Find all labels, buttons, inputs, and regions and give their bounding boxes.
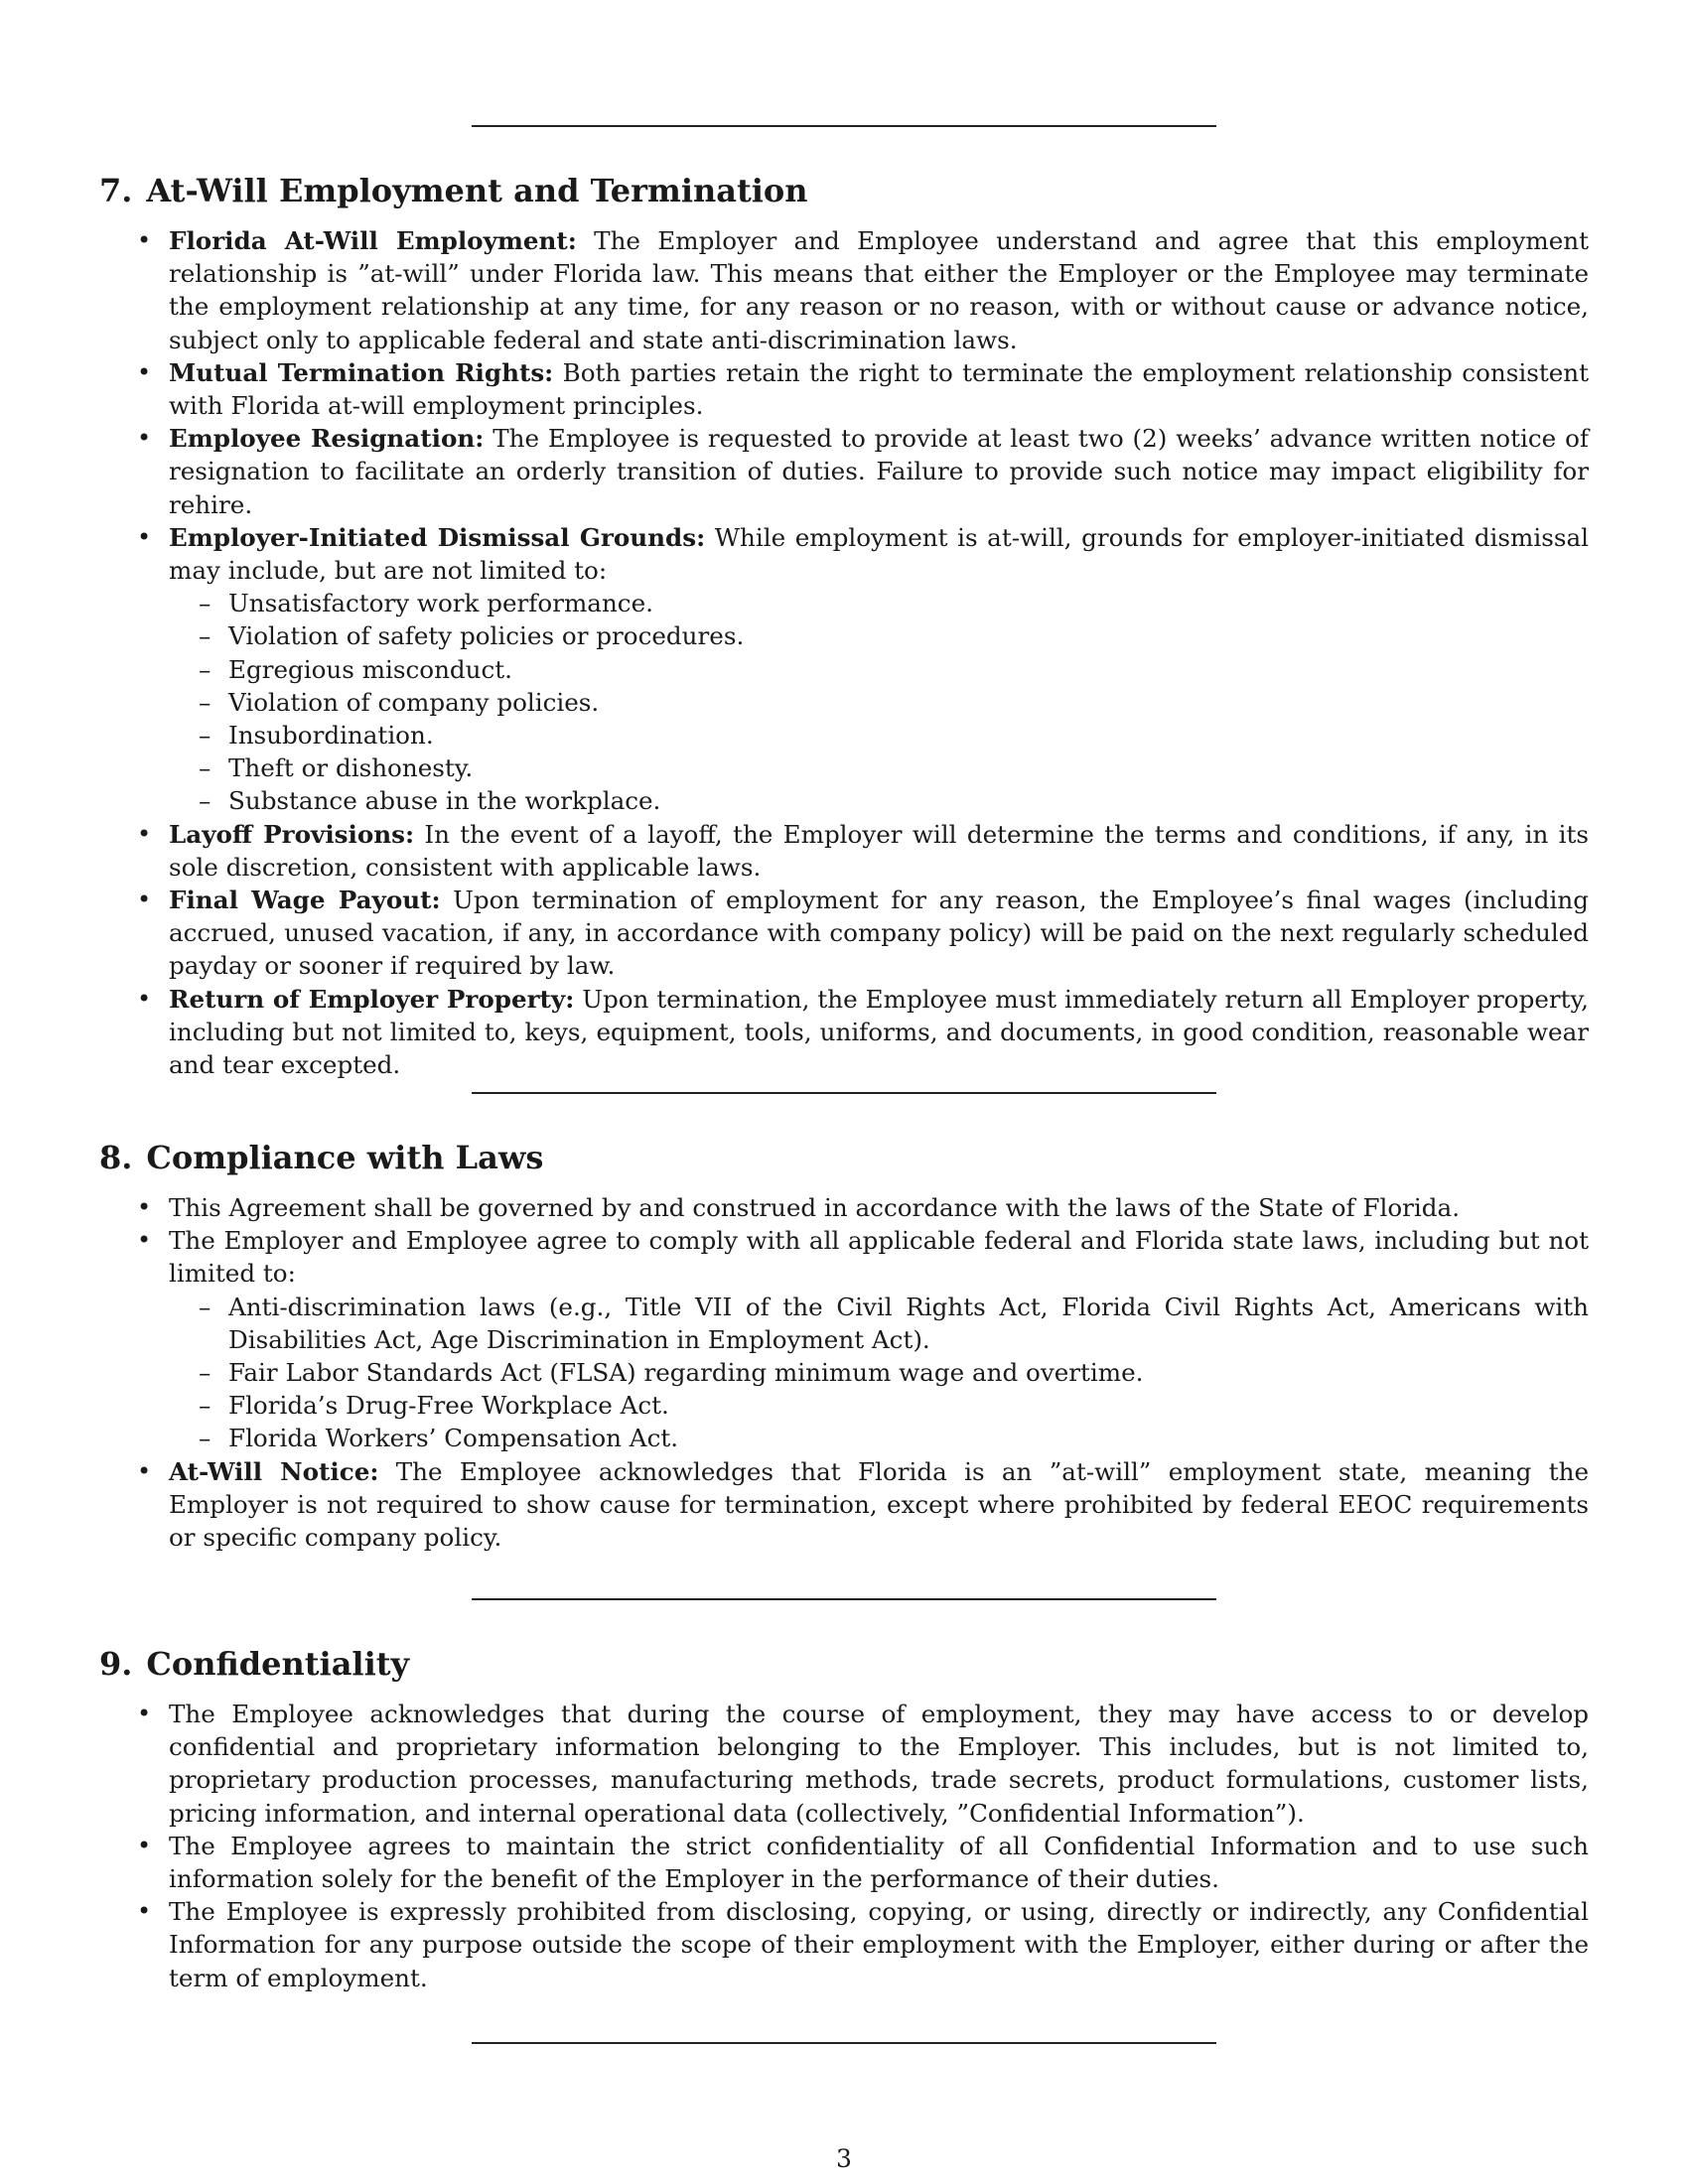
sub-list-item: – Violation of safety policies or procedures.: [169, 619, 1589, 652]
list-item: [99, 983, 1589, 1082]
sub-list-item: – Insubordination.: [169, 719, 1589, 751]
item-text: The Employer and Employee agree to comply with all applicable federal and Florida state laws, including but not limited to:: [169, 1226, 1589, 1289]
section-number: 8.: [99, 1139, 133, 1176]
section-heading: [99, 1644, 1589, 1684]
section-at-will-employment: [99, 171, 1589, 1081]
list-item: [99, 356, 1589, 422]
list-item: [99, 818, 1589, 884]
section-title: Compliance with Laws: [146, 1139, 544, 1176]
list-item: • The Employee acknowledges that during the course of employment, they may have access to or develop confidential and proprietary information belonging to the Employer. This includes, but is not limited to, proprietary production processes, manufacturing methods, trade secrets, product formulations, customer lists, pricing information, and internal operational data (collectively, ”Confidential Information”).: [99, 1698, 1589, 1830]
item-text: While employment is at-will, grounds for employer-initiated dismissal may include, but are not limited to:: [169, 522, 1590, 586]
section-item-list: [99, 224, 1589, 1081]
sub-list-item: – Unsatisfactory work performance.: [169, 587, 1589, 619]
sub-list: [169, 587, 1589, 817]
item-text: In the event of a layoff, the Employer will determine the terms and conditions, if any, in its sole discretion, consistent with applicable laws.: [169, 819, 1589, 882]
item-text: The Employee acknowledges that Florida is an ”at-will” employment state, meaning the Employer is not required to show cause for termination, except where prohibited by federal EEOC requirements or specific company policy.: [169, 1456, 1589, 1553]
page-number: 3: [836, 2144, 852, 2173]
section-divider: [472, 1092, 1216, 1094]
sub-list-item: – Florida Workers’ Compensation Act.: [169, 1422, 1589, 1454]
sub-list-item: – Egregious misconduct.: [169, 653, 1589, 686]
section-item-list: [99, 1191, 1589, 1554]
section-item-list: [99, 1698, 1589, 1994]
section-number: 9.: [99, 1645, 133, 1683]
item-label: Layoff Provisions:: [169, 819, 415, 849]
item-label: Employee Resignation:: [169, 424, 485, 454]
sub-list-item: – Violation of company policies.: [169, 686, 1589, 719]
item-text: Upon termination, the Employee must immediately return all Employer property, including but not limited to, keys, equipment, tools, uniforms, and documents, in good condition, reasonable wear and tear excepted.: [169, 984, 1589, 1080]
list-item: [99, 1455, 1589, 1555]
list-item: [99, 224, 1589, 356]
section-compliance-with-laws: [99, 1138, 1589, 1554]
section-number: 7.: [99, 172, 133, 209]
list-item: [99, 521, 1589, 818]
section-title: At-Will Employment and Termination: [146, 172, 808, 209]
list-item: [99, 1224, 1589, 1454]
item-label: Return of Employer Property:: [169, 984, 575, 1014]
sub-list-item: – Anti-discrimination laws (e.g., Title VII of the Civil Rights Act, Florida Civil Rights Act, Americans with Disabilities Act, Age Discrimination in Employment Act).: [169, 1291, 1589, 1356]
section-divider: [472, 1598, 1216, 1600]
item-label: Employer-Initiated Dismissal Grounds:: [169, 522, 706, 552]
item-label: At-Will Notice:: [169, 1456, 379, 1486]
item-text: Both parties retain the right to terminate the employment relationship consistent with Florida at-will employment principles.: [169, 357, 1589, 421]
sub-list-item: – Fair Labor Standards Act (FLSA) regarding minimum wage and overtime.: [169, 1356, 1589, 1389]
list-item: • The Employee agrees to maintain the strict confidentiality of all Confidential Information and to use such information solely for the benefit of the Employer in the performance of their duties.: [99, 1830, 1589, 1895]
top-divider: [472, 125, 1216, 127]
sub-list-item: – Theft or dishonesty.: [169, 751, 1589, 784]
section-title: Confidentiality: [146, 1645, 410, 1683]
item-text: The Employer and Employee understand and agree that this employment relationship is ”at-will” under Florida law. This means that either the Employer or the Employee may terminate the employment relationship at any time, for any reason or no reason, with or without cause or advance notice, subject only to applicable federal and state anti-discrimination laws.: [169, 226, 1589, 354]
section-confidentiality: [99, 1644, 1589, 1994]
sub-list-item: – Substance abuse in the workplace.: [169, 784, 1589, 817]
list-item: [99, 884, 1589, 983]
item-text: Upon termination of employment for any reason, the Employee’s final wages (including accrued, unused vacation, if any, in accordance with company policy) will be paid on the next regularly scheduled payday or sooner if required by law.: [169, 886, 1589, 981]
list-item: • The Employee is expressly prohibited from disclosing, copying, or using, directly or indirectly, any Confidential Information for any purpose outside the scope of their employment with the Employer, either during or after the term of employment.: [99, 1895, 1589, 1994]
list-item: [99, 422, 1589, 521]
item-text: The Employee is requested to provide at least two (2) weeks’ advance written notice of resignation to facilitate an orderly transition of duties. Failure to provide such notice may impact eligibility for rehire.: [169, 424, 1590, 519]
sub-list: [169, 1291, 1589, 1455]
sub-list-item: – Florida’s Drug-Free Workplace Act.: [169, 1389, 1589, 1422]
item-label: Florida At-Will Employment:: [169, 226, 577, 255]
section-heading: [99, 171, 1589, 210]
section-heading: [99, 1138, 1589, 1177]
item-label: Final Wage Payout:: [169, 886, 441, 915]
item-label: Mutual Termination Rights:: [169, 357, 554, 387]
bottom-divider: [472, 2042, 1216, 2044]
list-item: • This Agreement shall be governed by and construed in accordance with the laws of the State of Florida.: [99, 1191, 1589, 1224]
